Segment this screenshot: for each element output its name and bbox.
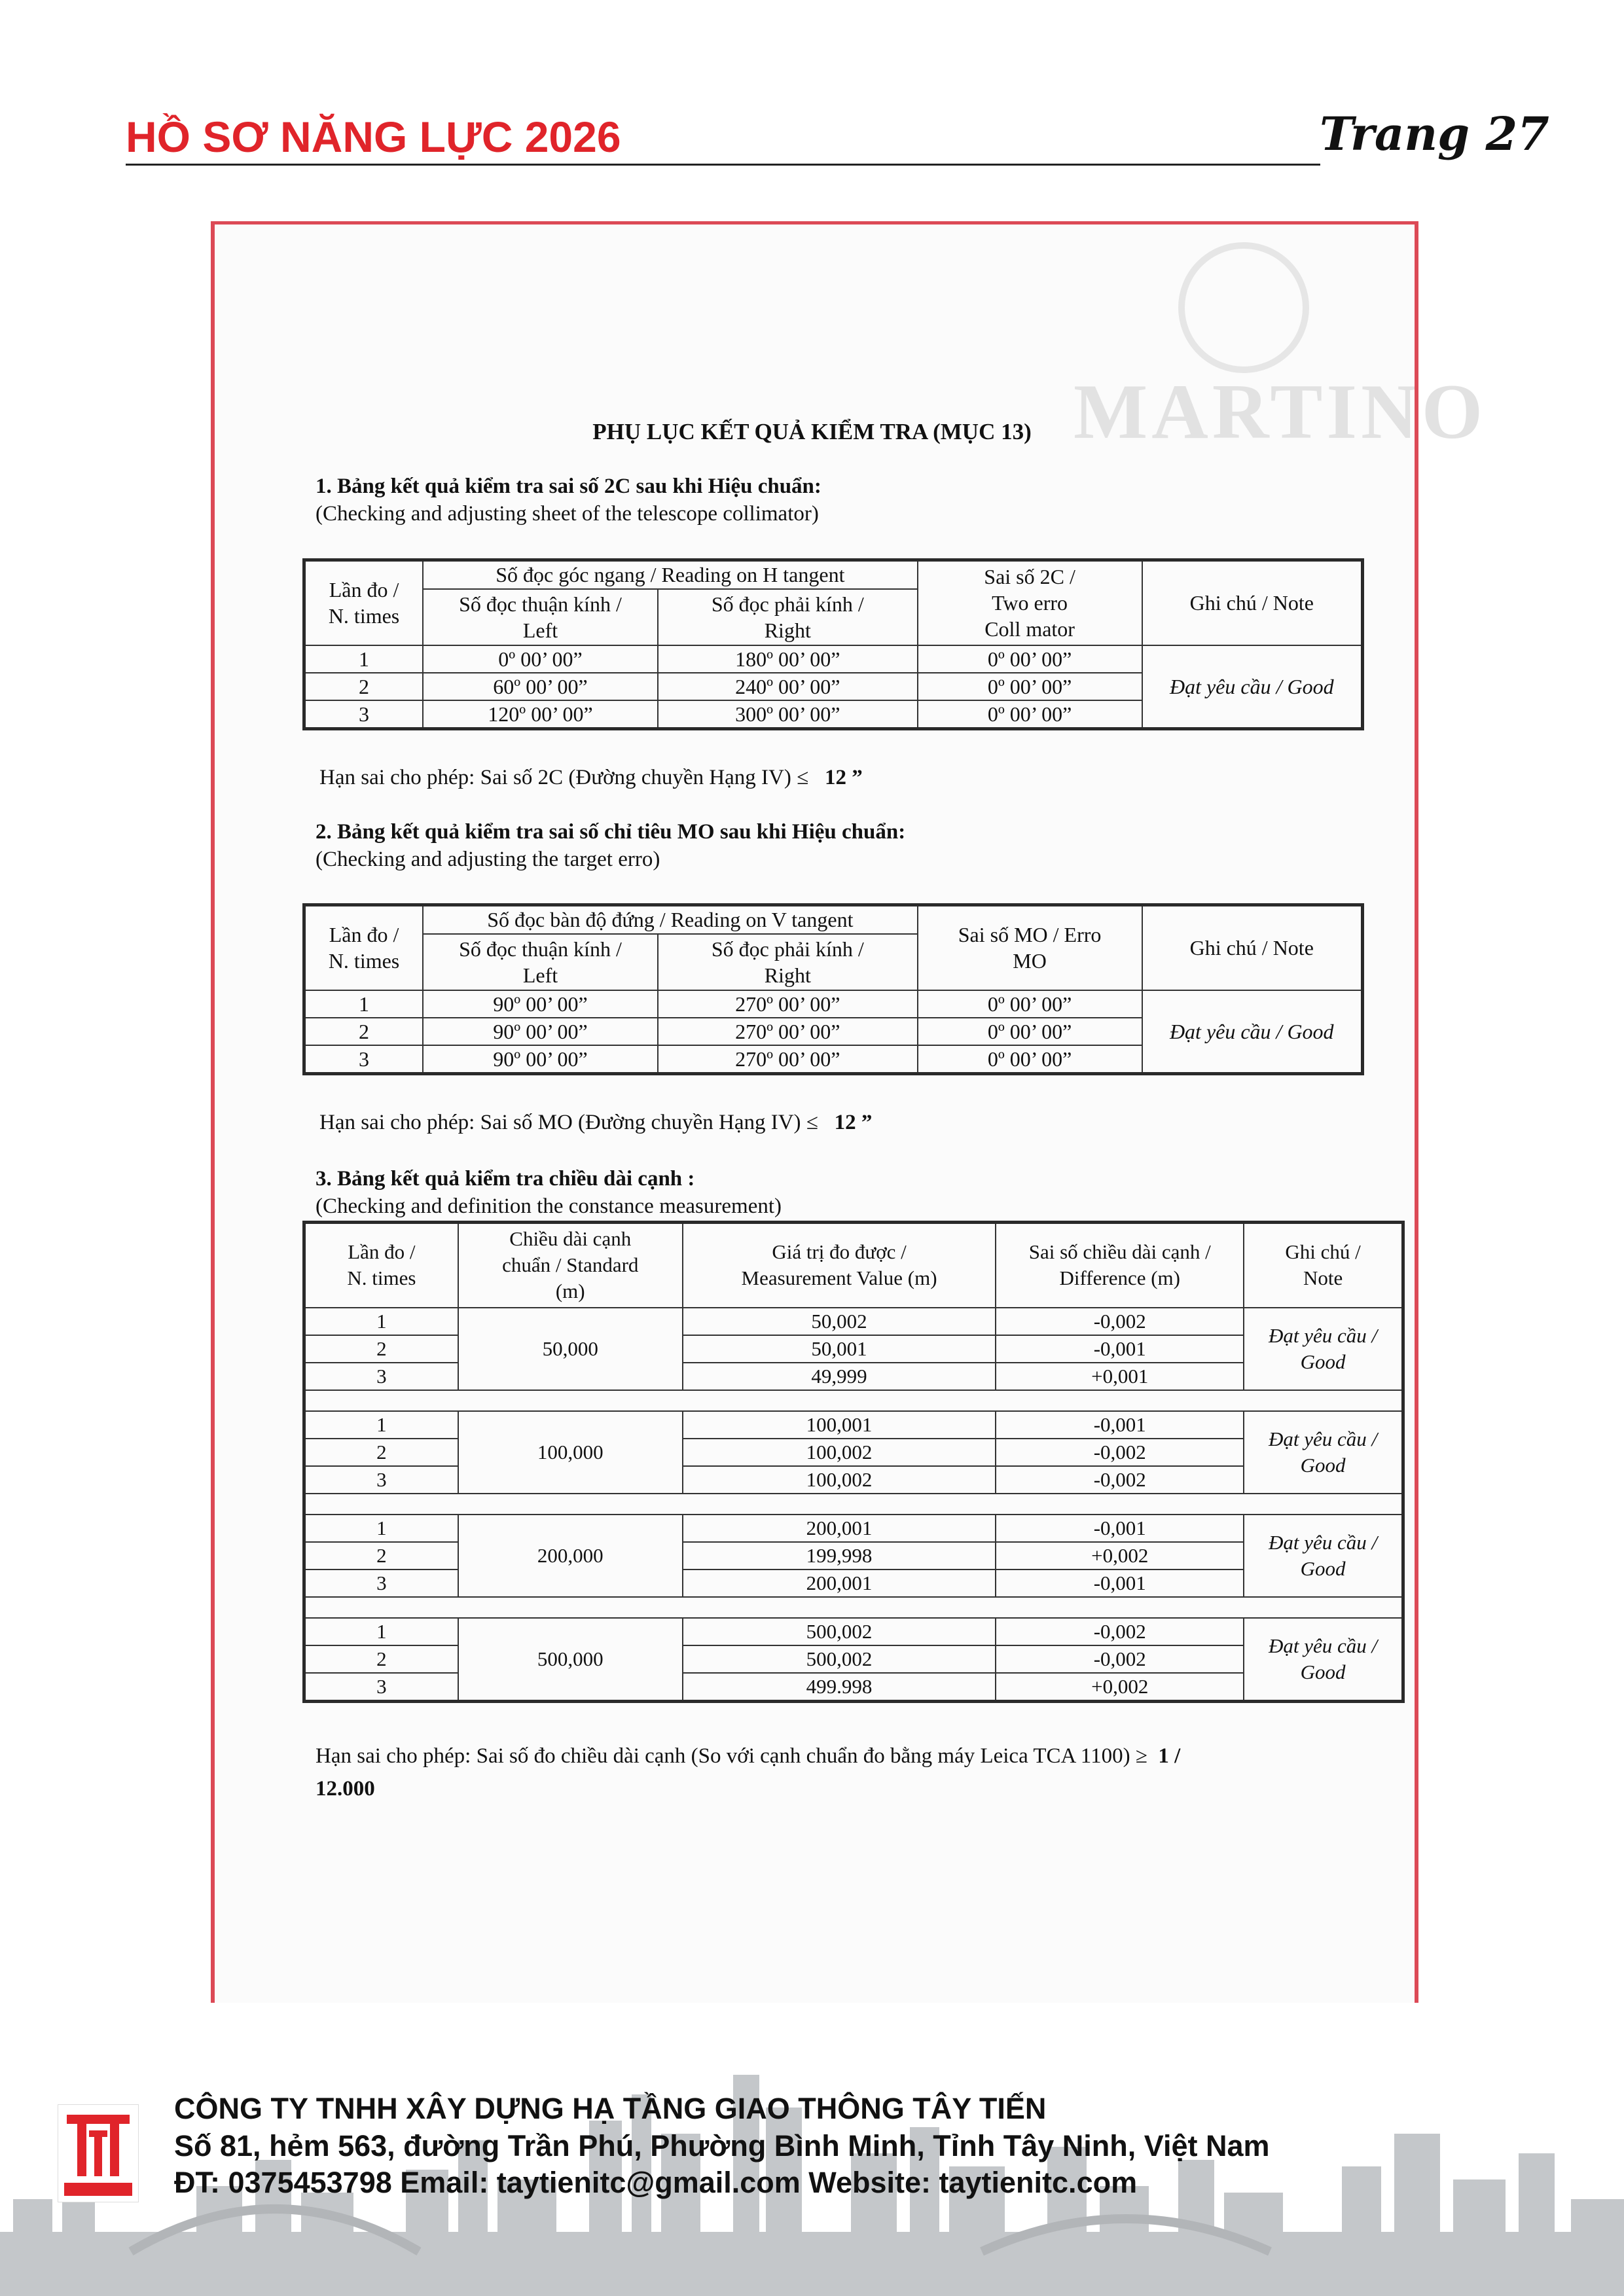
- result-note: Đạt yêu cầu / Good: [1244, 1515, 1403, 1597]
- table-row: 2 100,002 -0,002: [304, 1439, 1403, 1466]
- section3-subheading: (Checking and definition the constance measurement): [316, 1194, 782, 1218]
- table-row: 2 60º 00’ 00” 240º 00’ 00” 0º 00’ 00”: [304, 673, 1363, 700]
- table-row: 2 500,002 -0,002: [304, 1645, 1403, 1673]
- col-times-header: Lần đo / N. times: [304, 1223, 458, 1308]
- standard-length: 100,000: [458, 1411, 683, 1494]
- col-error-header: Sai số 2C / Two erro Coll mator: [918, 560, 1142, 645]
- col-measured-header: Giá trị đo được / Measurement Value (m): [683, 1223, 996, 1308]
- standard-length: 500,000: [458, 1618, 683, 1702]
- table-row: 1 200,000 200,001 -0,001 Đạt yêu cầu / Good: [304, 1515, 1403, 1542]
- footer-company-name: CÔNG TY TNHH XÂY DỰNG HẠ TẦNG GIAO THÔNG TÂY TIẾN: [174, 2092, 1047, 2125]
- standard-length: 50,000: [458, 1308, 683, 1390]
- col-left-header: Số đọc thuận kính / Left: [423, 589, 658, 645]
- section3-caption: [316, 1165, 782, 1220]
- table-row: 3 100,002 -0,002: [304, 1466, 1403, 1494]
- table-row: 1 100,000 100,001 -0,001 Đạt yêu cầu / Good: [304, 1411, 1403, 1439]
- table-row: 2 90º 00’ 00” 270º 00’ 00” 0º 00’ 00”: [304, 1018, 1363, 1045]
- watermark-brand-icon: MARTINO: [1074, 368, 1487, 455]
- table-spacer: [304, 1597, 1403, 1618]
- col-group-header: Số đọc góc ngang / Reading on H tangent: [423, 560, 918, 589]
- footer-contact: ĐT: 0375453798 Email: taytienitc@gmail.com Website: taytienitc.com: [174, 2166, 1138, 2199]
- section1-subheading: (Checking and adjusting sheet of the telescope collimator): [316, 502, 819, 526]
- col-diff-header: Sai số chiều dài cạnh / Difference (m): [996, 1223, 1244, 1308]
- page-number-label: Trang 27: [1320, 107, 1549, 161]
- table-row: 3 200,001 -0,001: [304, 1570, 1403, 1597]
- footer-address: Số 81, hẻm 563, đường Trần Phú, Phường Bình Minh, Tỉnh Tây Ninh, Việt Nam: [174, 2129, 1270, 2162]
- section1-heading: 1. Bảng kết quả kiểm tra sai số 2C sau khi Hiệu chuẩn:: [316, 475, 821, 498]
- table-row: 3 49,999 +0,001: [304, 1363, 1403, 1390]
- table-spacer: [304, 1390, 1403, 1411]
- table-row: 1 500,000 500,002 -0,002 Đạt yêu cầu / Good: [304, 1618, 1403, 1645]
- col-standard-header: Chiều dài cạnh chuẩn / Standard (m): [458, 1223, 683, 1308]
- section1-caption: [316, 473, 821, 528]
- section3-tolerance: Hạn sai cho phép: Sai số đo chiều dài cạnh (So với cạnh chuẩn đo bằng máy Leica TCA 1100) ≥ 1 / 12.000: [316, 1744, 1181, 1801]
- table-row: 3 499.998 +0,002: [304, 1673, 1403, 1702]
- header-rule: [126, 164, 1320, 166]
- table-edge-length: [302, 1221, 1405, 1703]
- result-note: Đạt yêu cầu / Good: [1142, 990, 1363, 1074]
- col-left-header: Số đọc thuận kính / Left: [423, 934, 658, 990]
- col-note-header: Ghi chú / Note: [1244, 1223, 1403, 1308]
- col-right-header: Số đọc phải kính / Right: [658, 589, 918, 645]
- table-row: 1 0º 00’ 00” 180º 00’ 00” 0º 00’ 00” Đạt yêu cầu / Good: [304, 645, 1363, 673]
- section3-heading: 3. Bảng kết quả kiểm tra chiều dài cạnh :: [316, 1167, 695, 1191]
- section2-tolerance: Hạn sai cho phép: Sai số MO (Đường chuyền Hạng IV) ≤ 12 ”: [319, 1111, 873, 1134]
- col-error-header: Sai số MO / Erro MO: [918, 905, 1142, 990]
- result-note: Đạt yêu cầu / Good: [1142, 645, 1363, 729]
- section2-caption: [316, 818, 905, 873]
- result-note: Đạt yêu cầu / Good: [1244, 1411, 1403, 1494]
- appendix-title: PHỤ LỤC KẾT QUẢ KIỂM TRA (MỤC 13): [592, 419, 1032, 444]
- table-row: 3 120º 00’ 00” 300º 00’ 00” 0º 00’ 00”: [304, 700, 1363, 729]
- standard-length: 200,000: [458, 1515, 683, 1597]
- table-row: 2 50,001 -0,001: [304, 1335, 1403, 1363]
- col-group-header: Số đọc bàn độ đứng / Reading on V tangent: [423, 905, 918, 934]
- col-times-header: Lần đo / N. times: [304, 560, 424, 645]
- section2-subheading: (Checking and adjusting the target erro): [316, 848, 660, 871]
- col-note-header: Ghi chú / Note: [1142, 905, 1363, 990]
- table-row: 2 199,998 +0,002: [304, 1542, 1403, 1570]
- table-spacer: [304, 1494, 1403, 1515]
- table-mo-index-error: [302, 903, 1364, 1075]
- company-logo-icon: [58, 2104, 139, 2202]
- table-row: 1 90º 00’ 00” 270º 00’ 00” 0º 00’ 00” Đạt yêu cầu / Good: [304, 990, 1363, 1018]
- table-2c-collimation: [302, 558, 1364, 730]
- table-row: 3 90º 00’ 00” 270º 00’ 00” 0º 00’ 00”: [304, 1045, 1363, 1074]
- result-note: Đạt yêu cầu / Good: [1244, 1308, 1403, 1390]
- document-header-title: HỒ SƠ NĂNG LỰC 2026: [126, 113, 621, 161]
- section1-tolerance: Hạn sai cho phép: Sai số 2C (Đường chuyền Hạng IV) ≤ 12 ”: [319, 766, 863, 789]
- col-right-header: Số đọc phải kính / Right: [658, 934, 918, 990]
- result-note: Đạt yêu cầu / Good: [1244, 1618, 1403, 1702]
- table-row: 1 50,000 50,002 -0,002 Đạt yêu cầu / Good: [304, 1308, 1403, 1335]
- col-note-header: Ghi chú / Note: [1142, 560, 1363, 645]
- col-times-header: Lần đo / N. times: [304, 905, 424, 990]
- section2-heading: 2. Bảng kết quả kiểm tra sai số chỉ tiêu MO sau khi Hiệu chuẩn:: [316, 820, 906, 844]
